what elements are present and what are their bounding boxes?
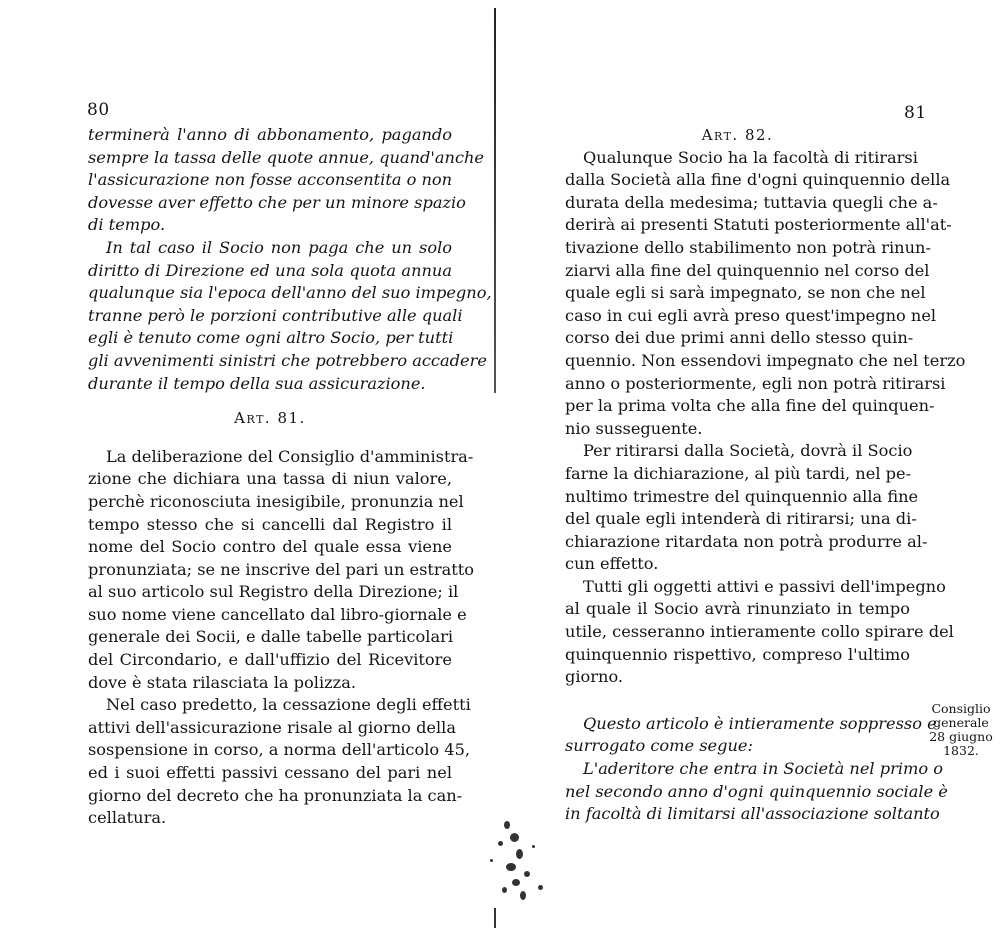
article-heading: Art. 81.: [234, 409, 306, 428]
paragraph: Questo articolo è intieramente soppresso e surrogato come segue:: [565, 713, 937, 756]
paragraph: Qualunque Socio ha la facoltà di ritirarsi dalla Società alla fine d'ogni quinquennio della durata della medesima; tuttavia quegli che a- derirà ai presenti Statuti posteriormente all'at- tivazione dello stabilimento non potrà rinun- ziarvi alla fine del quinquennio nel corso del quale egli si sarà impegnato, se non che nel caso in cui egli avrà preso quest'impegno nel corso dei due primi anni dello stesso quin- quennio. Non essendovi impegnato che nel terzo anno o posteriormente, egli non potrà ritirarsi per la prima volta che alla fine del quinquen- nio susseguente.: [565, 147, 966, 438]
paragraph: L'aderitore che entra in Società nel primo o nel secondo anno d'ogni quinquennio sociale è in facoltà di limitarsi all'associazione soltanto: [565, 759, 948, 824]
left-page-text: [88, 124, 492, 830]
paragraph: Nel caso predetto, la cessazione degli effetti attivi dell'assicurazione risale al giorno della sospensione in corso, a norma dell'articolo 45, ed i suoi effetti passivi cessano del pari nel giorno del decreto che ha pronunziata la can- cellatura.: [88, 695, 471, 828]
paragraph: In tal caso il Socio non paga che un solo diritto di Direzione ed una sola quota annua qualunque sia l'epoca dell'anno del suo impegno, tranne però le porzioni contributive alle quali egli è tenuto come ogni altro Socio, per tutti gli avvenimenti sinistri che potrebbero accadere durante il tempo della sua assicurazione.: [88, 237, 492, 393]
page-number-left: 80: [87, 100, 110, 120]
paragraph: terminerà l'anno di abbonamento, pagando sempre la tassa delle quote annue, quand'anche l'assicurazione non fosse acconsentita o non dovesse aver effetto che per un minore spazio di tempo.: [88, 125, 485, 235]
gutter-line-bottom: [494, 908, 496, 928]
paragraph: Per ritirarsi dalla Società, dovrà il Socio farne la dichiarazione, al più tardi, nel pe- nultimo trimestre del quinquennio alla fine del quale egli intenderà di ritirarsi; una di- chiarazione ritardata non potrà produrre al- cun effetto.: [565, 441, 928, 574]
page-number-right: 81: [904, 103, 927, 123]
margin-note: Consiglio generale 28 giugno 1832.: [929, 701, 993, 758]
paragraph: Tutti gli oggetti attivi e passivi dell'impegno al quale il Socio avrà rinunziato in tempo utile, cesseranno intieramente collo spirare del quinquennio rispettivo, compreso l'ultimo giorno.: [565, 576, 954, 687]
article-heading: Art. 82.: [701, 126, 774, 144]
paragraph: La deliberazione del Consiglio d'amministra- zione che dichiara una tassa di niun valore, perchè riconosciuta inesigibile, pronunzia nel tempo stesso che si cancelli dal Registro il nome del Socio contro del quale essa viene pronunziata; se ne inscrive del pari un estratto al suo articolo sul Registro della Direzione; il suo nome viene cancellato dal libro-giornale e generale dei Socii, e dalle tabelle particolari del Circondario, e dall'uffizio del Ricevitore dove è stata rilasciata la polizza.: [88, 446, 475, 692]
gutter-line: [494, 8, 496, 393]
ink-blot: [480, 815, 560, 905]
